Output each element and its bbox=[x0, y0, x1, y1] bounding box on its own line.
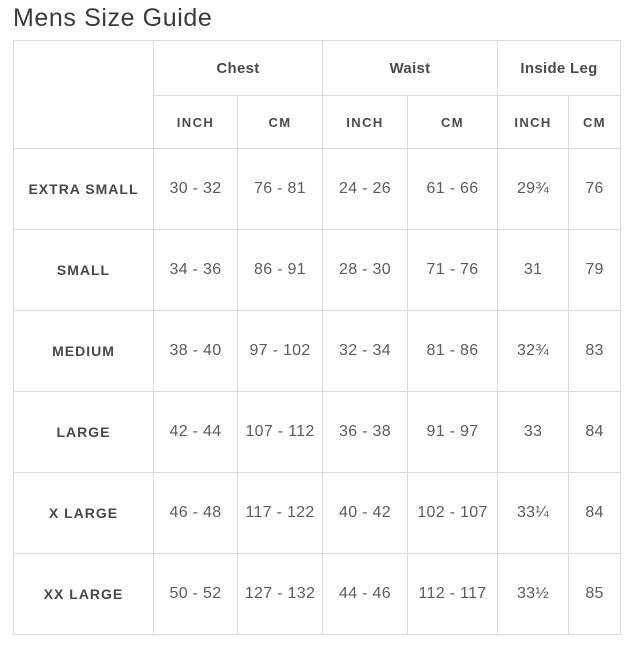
subheader-insideleg-inch: INCH bbox=[498, 96, 569, 149]
value-cell: 28 - 30 bbox=[323, 230, 408, 311]
value-cell: 42 - 44 bbox=[154, 392, 238, 473]
size-cell: LARGE bbox=[14, 392, 154, 473]
size-cell: EXTRA SMALL bbox=[14, 149, 154, 230]
value-cell: 32 - 34 bbox=[323, 311, 408, 392]
table-row-xx-large bbox=[14, 554, 621, 635]
value-cell: 85 bbox=[569, 554, 621, 635]
value-cell: 30 - 32 bbox=[154, 149, 238, 230]
value-cell: 40 - 42 bbox=[323, 473, 408, 554]
value-cell: 76 bbox=[569, 149, 621, 230]
size-cell: MEDIUM bbox=[14, 311, 154, 392]
value-cell: 33½ bbox=[498, 554, 569, 635]
value-cell: 117 - 122 bbox=[238, 473, 323, 554]
subheader-waist-cm: CM bbox=[408, 96, 498, 149]
table-row-small bbox=[14, 230, 621, 311]
group-header-waist: Waist bbox=[323, 41, 498, 96]
value-cell: 97 - 102 bbox=[238, 311, 323, 392]
group-header-inside-leg: Inside Leg bbox=[498, 41, 621, 96]
value-cell: 112 - 117 bbox=[408, 554, 498, 635]
value-cell: 71 - 76 bbox=[408, 230, 498, 311]
value-cell: 84 bbox=[569, 473, 621, 554]
value-cell: 36 - 38 bbox=[323, 392, 408, 473]
group-header-chest: Chest bbox=[154, 41, 323, 96]
table-row-medium bbox=[14, 311, 621, 392]
subheader-chest-inch: INCH bbox=[154, 96, 238, 149]
value-cell: 91 - 97 bbox=[408, 392, 498, 473]
value-cell: 83 bbox=[569, 311, 621, 392]
size-cell: X LARGE bbox=[14, 473, 154, 554]
value-cell: 33¼ bbox=[498, 473, 569, 554]
value-cell: 84 bbox=[569, 392, 621, 473]
value-cell: 32¾ bbox=[498, 311, 569, 392]
value-cell: 127 - 132 bbox=[238, 554, 323, 635]
size-cell: XX LARGE bbox=[14, 554, 154, 635]
value-cell: 34 - 36 bbox=[154, 230, 238, 311]
value-cell: 29¾ bbox=[498, 149, 569, 230]
table-row-large bbox=[14, 392, 621, 473]
page-title: Mens Size Guide bbox=[13, 4, 213, 32]
table-row-extra-small bbox=[14, 149, 621, 230]
table-row-x-large bbox=[14, 473, 621, 554]
value-cell: 33 bbox=[498, 392, 569, 473]
value-cell: 38 - 40 bbox=[154, 311, 238, 392]
subheader-waist-inch: INCH bbox=[323, 96, 408, 149]
value-cell: 50 - 52 bbox=[154, 554, 238, 635]
subheader-insideleg-cm: CM bbox=[569, 96, 621, 149]
value-cell: 31 bbox=[498, 230, 569, 311]
value-cell: 107 - 112 bbox=[238, 392, 323, 473]
value-cell: 46 - 48 bbox=[154, 473, 238, 554]
blank-header-cell bbox=[14, 41, 154, 149]
value-cell: 44 - 46 bbox=[323, 554, 408, 635]
value-cell: 61 - 66 bbox=[408, 149, 498, 230]
group-header-row bbox=[14, 41, 621, 96]
value-cell: 102 - 107 bbox=[408, 473, 498, 554]
value-cell: 79 bbox=[569, 230, 621, 311]
size-guide-table bbox=[13, 40, 621, 635]
value-cell: 86 - 91 bbox=[238, 230, 323, 311]
value-cell: 76 - 81 bbox=[238, 149, 323, 230]
subheader-chest-cm: CM bbox=[238, 96, 323, 149]
value-cell: 81 - 86 bbox=[408, 311, 498, 392]
value-cell: 24 - 26 bbox=[323, 149, 408, 230]
size-cell: SMALL bbox=[14, 230, 154, 311]
